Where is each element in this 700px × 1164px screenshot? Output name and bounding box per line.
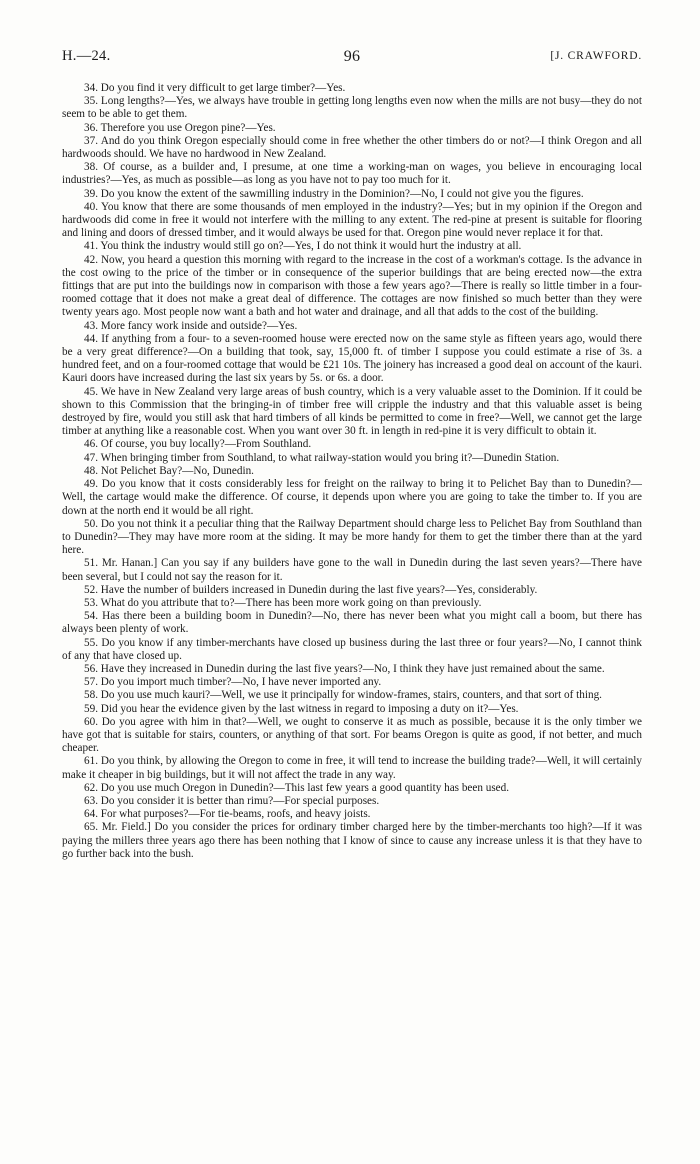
evidence-body	[62, 82, 642, 861]
evidence-paragraph: 50. Do you not think it a peculiar thing that the Railway Department should charge less to Pelichet Bay from Southland than to Dunedin?—They may have more room at the siding. It may be more handy for them to get the timber there than at the yard here.	[62, 517, 642, 557]
evidence-paragraph: 55. Do you know if any timber-merchants have closed up business during the last three or four years?—No, I cannot think of any that have closed up.	[62, 636, 642, 662]
evidence-paragraph: 41. You think the industry would still go on?—Yes, I do not think it would hurt the industry at all.	[84, 240, 522, 253]
evidence-paragraph: 45. We have in New Zealand very large areas of bush country, which is a very valuable asset to the Dominion. If it could be shown to this Commission that the bringing-in of timber free will cripple the industry and that this valuable asset is being destroyed by fire, would you still ask that hard timbers of all kinds be permitted to come in free?—Well, we cannot get the large timber at anything like a reasonable cost. When you want over 30 ft. in length in red-pine it is very difficult to obtain it.	[62, 385, 642, 438]
evidence-paragraph: 47. When bringing timber from Southland, to what railway-station would you bring it?—Dunedin Station.	[84, 451, 560, 464]
evidence-paragraph: 35. Long lengths?—Yes, we always have trouble in getting long lengths even now when the mills are not busy—they do not seem to be able to get them.	[62, 95, 642, 121]
report-reference: H.—24.	[62, 48, 111, 64]
evidence-paragraph: 56. Have they increased in Dunedin during the last five years?—No, I think they have just remained about the same.	[84, 662, 605, 675]
evidence-paragraph: 61. Do you think, by allowing the Oregon to come in free, it will tend to increase the building trade?—Well, it will certainly make it cheaper in big buildings, but it will not affect the trade in any way.	[62, 755, 642, 781]
evidence-paragraph: 53. What do you attribute that to?—There has been more work going on than previously.	[84, 596, 482, 609]
evidence-paragraph: 48. Not Pelichet Bay?—No, Dunedin.	[84, 464, 254, 477]
evidence-paragraph: 37. And do you think Oregon especially should come in free whether the other timbers do or not?—I think Oregon and all hardwoods should. We have no hardwood in New Zealand.	[62, 134, 642, 161]
evidence-paragraph: 52. Have the number of builders increased in Dunedin during the last five years?—Yes, considerably.	[84, 583, 538, 596]
page-header	[62, 48, 642, 68]
evidence-paragraph: 39. Do you know the extent of the sawmilling industry in the Dominion?—No, I could not give you the figures.	[84, 187, 584, 200]
evidence-paragraph: 65. Mr. Field.] Do you consider the prices for ordinary timber charged here by the timber-merchants too high?—If it was paying the millers three years ago there has been nothing that I know of since to cause any increase unless it is that they have to go further back into the bush.	[62, 821, 642, 860]
evidence-paragraph: 34. Do you find it very difficult to get large timber?—Yes.	[84, 82, 346, 94]
evidence-paragraph: 51. Mr. Hanan.] Can you say if any builders have gone to the wall in Dunedin during the last seven years?—There have been several, but I could not say the reason for it.	[62, 557, 642, 583]
evidence-paragraph: 60. Do you agree with him in that?—Well, we ought to conserve it as much as possible, because it is the only timber we have got that is suitable for stairs, counters, or anything of that sort. For beams Oregon is quite as good, if not better, and much cheaper.	[62, 715, 642, 755]
evidence-paragraph: 40. You know that there are some thousands of men employed in the industry?—Yes; but in my opinion if the Oregon and hardwoods did come in free it would not interfere with the milling to any extent. The red-pine at present is suitable for flooring and lining and doors of dressed timber, and it would always be used for that. Oregon pine would never replace it for that.	[62, 200, 642, 240]
evidence-paragraph: 62. Do you use much Oregon in Dunedin?—This last few years a good quantity has been used.	[84, 781, 510, 794]
evidence-paragraph: 44. If anything from a four- to a seven-roomed house were erected now on the same style as fifteen years ago, would there be a very great difference?—On a building that took, say, 15,000 ft. of timber I suppose you could estimate a rise of 3s. a hundred feet, and on a four-roomed cottage that would be £21 10s. The joinery has increased a good deal on account of the kauri. Kauri doors have increased during the last six years by 5s. or 6s. a door.	[62, 332, 642, 385]
evidence-paragraph: 43. More fancy work inside and outside?—Yes.	[84, 319, 298, 332]
evidence-paragraph: 38. Of course, as a builder and, I presume, at one time a working-man on wages, you believe in encouraging local industries?—Yes, as much as possible—as long as you have not to pay too much for it.	[62, 161, 642, 187]
evidence-paragraph: 46. Of course, you buy locally?—From Southland.	[84, 438, 312, 451]
evidence-paragraph: 63. Do you consider it is better than rimu?—For special purposes.	[84, 794, 380, 807]
evidence-paragraph: 36. Therefore you use Oregon pine?—Yes.	[84, 121, 276, 134]
evidence-paragraph: 54. Has there been a building boom in Dunedin?—No, there has never been what you might call a boom, but there has always been plenty of work.	[62, 610, 642, 636]
evidence-paragraph: 42. Now, you heard a question this morning with regard to the increase in the cost of a workman's cottage. Is the advance in the cost owing to the price of the timber or in consequence of the superior buildings that are being erected now—the extra fittings that are put into the buildings now in comparison with those a few years ago?—There is really so little timber in a four-roomed cottage that it does not make a great deal of difference. The cottages are now finished so much better than they were twenty years ago. Most people now want a bath and hot water and drainage, and all that adds to the cost of the building.	[62, 253, 642, 319]
evidence-paragraph: 59. Did you hear the evidence given by the last witness in regard to imposing a duty on it?—Yes.	[84, 702, 519, 715]
evidence-paragraph: 58. Do you use much kauri?—Well, we use it principally for window-frames, stairs, counters, and that sort of thing.	[84, 689, 602, 702]
evidence-paragraph: 57. Do you import much timber?—No, I have never imported any.	[84, 676, 382, 689]
witness-name: [J. CRAWFORD.	[550, 50, 642, 62]
evidence-paragraph: 64. For what purposes?—For tie-beams, roofs, and heavy joists.	[84, 808, 371, 821]
page-number: 96	[343, 48, 361, 65]
evidence-paragraph: 49. Do you know that it costs considerably less for freight on the railway to bring it to Pelichet Bay than to Dunedin?—Well, the cartage would make the difference. Of course, it depends upon where you are going to take the timber to. If you are down at the north end it would be all right.	[62, 478, 642, 517]
